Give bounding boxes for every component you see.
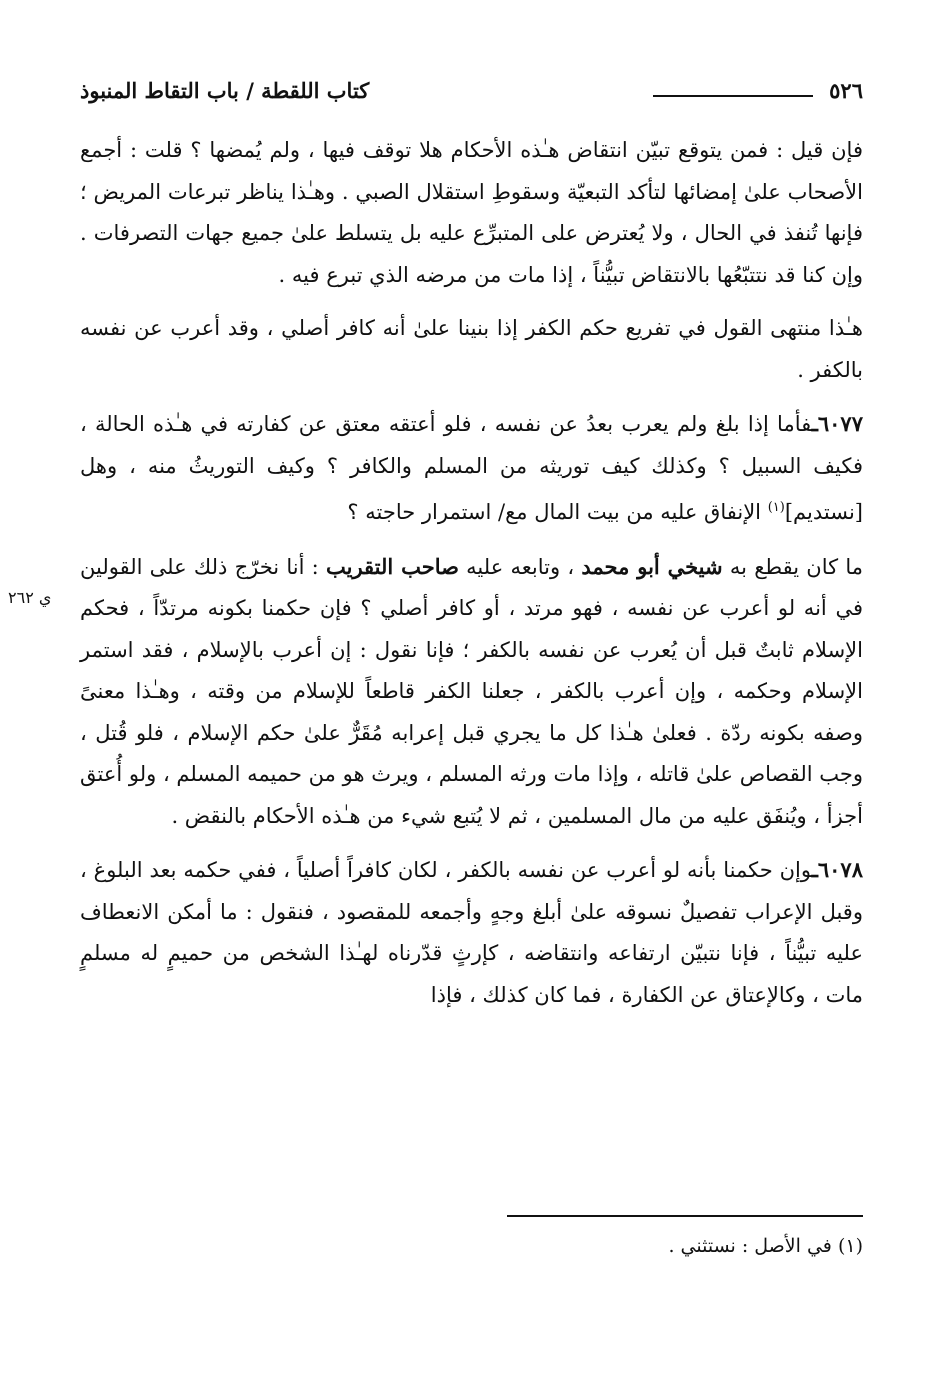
page-header bbox=[80, 78, 863, 110]
bold-name-2: صاحب التقريب bbox=[325, 553, 459, 579]
section-number: ٦٠٧٧ـ bbox=[811, 411, 863, 436]
bold-name-1: شيخي أبو محمد bbox=[581, 553, 723, 579]
paragraph-4: ما كان يقطع به شيخي أبو محمد ، وتابعه عليه صاحب التقريب : أنا نخرّج ذلك على القولين في أنه لو أعرب عن نفسه ، فهو مرتد ، أو كافر أصلي ؟ فإن حكمنا بكونه مرتدّاً ، فحكم الإسلام ثابتٌ قبل أن يُعرب عن نفسه بالكفر ؛ فإنا نقول : إن أعرب بالإسلام ، فقد استمر الإسلام وحكمه ، وإن أعرب بالكفر ، جعلنا الكفر قاطعاً للإسلام من وقته ، وهـٰذا معنىً وصفه بكونه ردّة . فعلىٰ هـٰذا كل ما يجري قبل إعرابه مُقَرٌّ علىٰ حكم الإسلام ، فلو قُتل ، وجب القصاص علىٰ قاتله ، وإذا مات ورثه المسلم ، ويرث هو من حميمه المسلم ، ولو أُعتق أجزأ ، ويُنفَق عليه من مال المسلمين ، ثم لا يُتبع شيء من هـٰذه الأحكام بالنقض . bbox=[80, 553, 863, 828]
main-text bbox=[80, 130, 863, 1028]
header-rule bbox=[653, 95, 813, 97]
footnote-marker: (١) bbox=[837, 1235, 863, 1257]
footnote-text: في الأصل : نستثني . bbox=[668, 1235, 832, 1257]
page-number: ٥٢٦ bbox=[829, 78, 863, 103]
paragraph-6078: ٦٠٧٨ـوإن حكمنا بأنه لو أعرب عن نفسه بالكفر ، لكان كافراً أصلياً ، ففي حكمه بعد البلوغ ، وقبل الإعراب تفصيلٌ نسوقه علىٰ أبلغ وجهٍ وأجمعه للمقصود ، فنقول : ما أمكن الانعطاف عليه تبيُّناً ، فإنا نتبيّن ارتفاعه وانتقاضه ، كإرثٍ قدّرناه لهـٰذا الشخص من حميمٍ له مسلمٍ مات ، وكالإعتاق عن الكفارة ، فما كان كذلك ، فإذا bbox=[80, 857, 863, 1007]
paragraph-1: فإن قيل : فمن يتوقع تبيّن انتقاض هـٰذه الأحكام هلا توقف فيها ، ولم يُمضها ؟ قلت : أجمع الأصحاب علىٰ إمضائها لتأكد التبعيّة وسقوطِ استقلال الصبي . وهـٰذا يناظر تبرعات المريض ؛ فإنها تُنفذ في الحال ، ولا يُعترض على المتبرِّع عليه بل يتسلط علىٰ جميع جهات التصرفات . وإن كنا قد نتتبّعُها بالانتقاض تبيُّناً ، إذا مات من مرضه الذي تبرع فيه . bbox=[80, 138, 863, 287]
paragraph-2: هـٰذا منتهى القول في تفريع حكم الكفر إذا بنينا علىٰ أنه كافر أصلي ، وقد أعرب عن نفسه بالكفر . bbox=[80, 316, 863, 382]
running-title: كتاب اللقطة / باب التقاط المنبوذ bbox=[80, 78, 370, 103]
manuscript-folio-note: ي ٢٦٢ bbox=[8, 588, 52, 607]
paragraph-6077: ٦٠٧٧ـفأما إذا بلغ ولم يعرب بعدُ عن نفسه ، فلو أعتقه معتق عن كفارته في هـٰذه الحالة ، فكيف السبيل ؟ وكذلك كيف توريثه من المسلم والكافر ؟ وكيف التوريثُ منه ، وهل [نستديم]$^{(١)}$ الإنفاق عليه من بيت المال مع/ استمرار حاجته ؟ bbox=[80, 411, 863, 524]
section-number: ٦٠٧٨ـ bbox=[811, 857, 863, 882]
footnote-rule bbox=[507, 1215, 863, 1217]
footnote-ref: (١) bbox=[767, 500, 785, 515]
footnote bbox=[668, 1235, 863, 1257]
